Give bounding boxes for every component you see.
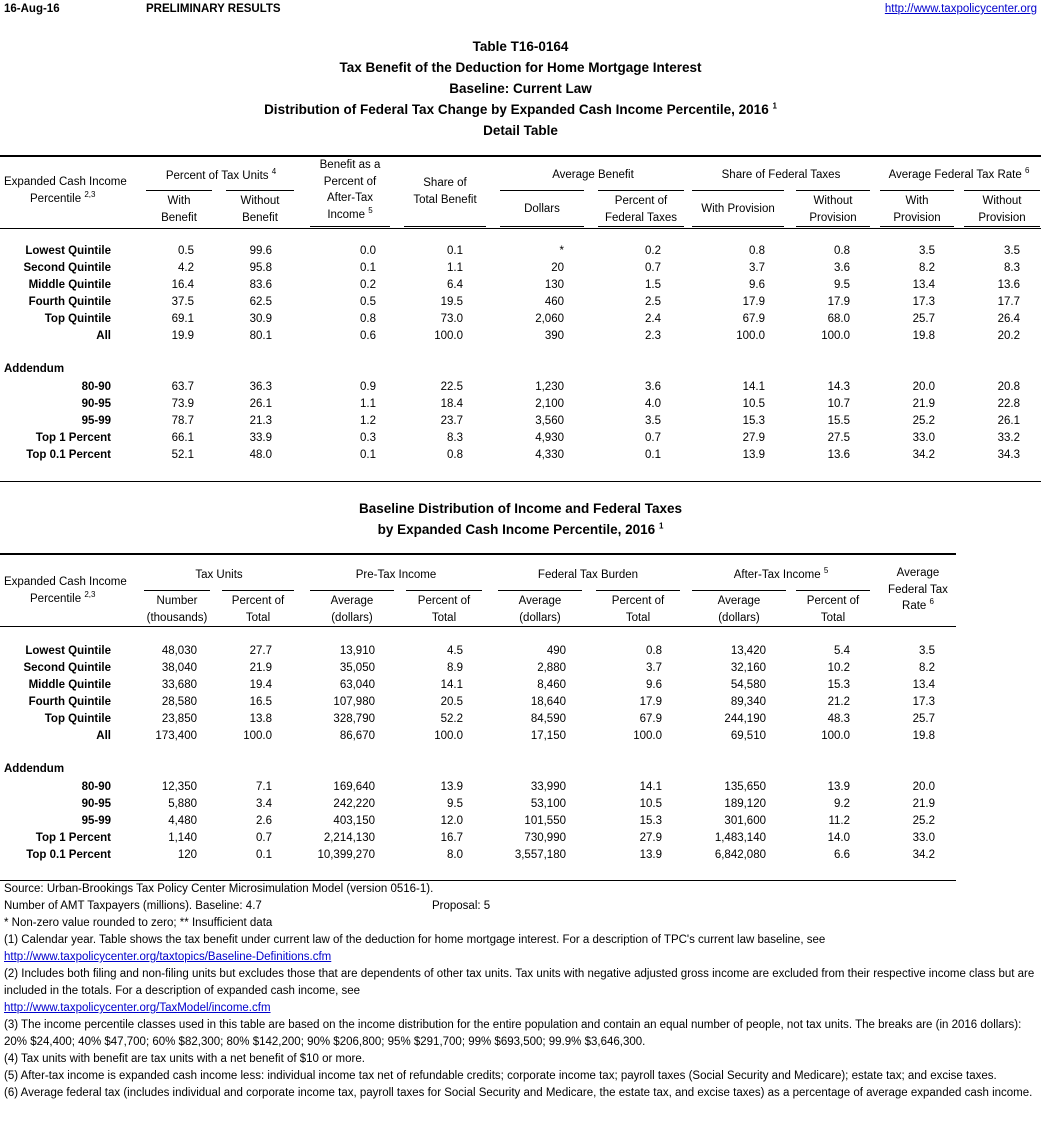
t2-cell: 120 <box>177 849 197 861</box>
t2-cell: 10,399,270 <box>317 849 375 861</box>
t2-cell: 27.7 <box>249 645 272 657</box>
t1-cell: 3.5 <box>919 245 935 257</box>
t2-aftertax-avg-header: Average (dollars) <box>717 595 761 624</box>
source-note: Source: Urban-Brookings Tax Policy Center Microsimulation Model (version 0516-1). <box>4 883 434 895</box>
t2-cell: 135,650 <box>724 781 766 793</box>
t2-aftertax-pct-header: Percent of Total <box>806 595 860 624</box>
t1-share-fed-header: Share of Federal Taxes <box>721 169 841 181</box>
t2-cell: 19.4 <box>249 679 272 691</box>
t2-cell: 4.5 <box>447 645 463 657</box>
t1-cell: 0.8 <box>749 245 765 257</box>
t2-cell: 33,680 <box>161 679 197 691</box>
t1-cell: 0.6 <box>360 330 376 342</box>
t2-cell: 84,590 <box>530 713 566 725</box>
t2-cell: 13.9 <box>440 781 463 793</box>
t2-cell: 13,910 <box>339 645 375 657</box>
t1-cell: 52.1 <box>171 449 194 461</box>
table-subtitle: Distribution of Federal Tax Change by Expanded Cash Income Percentile, 2016 $^1$ <box>264 101 777 117</box>
t2-cell: 10.2 <box>827 662 850 674</box>
income-definition-link[interactable]: http://www.taxpolicycenter.org/TaxModel/income.cfm <box>4 1002 271 1014</box>
t1-cell: 83.6 <box>249 279 272 291</box>
t2-pretax-header: Pre-Tax Income <box>355 569 437 581</box>
t2-row-label: 95-99 <box>81 815 111 827</box>
t1-cell: 17.7 <box>997 296 1020 308</box>
t1-cell: 1.5 <box>645 279 661 291</box>
footnote-6: (6) Average federal tax (includes individual and corporate income tax, payroll taxes for Social Security and Medicare, the estate tax, and excise taxes) as a percentage of average expanded cash income. <box>4 1087 1033 1099</box>
t2-cell: 8.0 <box>447 849 463 861</box>
t2-cell: 3,557,180 <box>514 849 566 861</box>
t2-tax-units-header: Tax Units <box>195 569 243 581</box>
t2-cell: 28,580 <box>161 696 197 708</box>
t1-cell: 73.0 <box>440 313 463 325</box>
footnote-3: (3) The income percentile classes used in this table are based on the income distribution for the entire population and contain an equal number of people, not tax units. The breaks are (in 2016 dollars): 20% $24,400; 40% $47,700; 60% $82,300; 80% $142,200; 90% $206,800; 95% $291,700; 99% $693,500; 99.9% $3,646,300. <box>4 1019 1022 1048</box>
t1-cell: 3,560 <box>535 415 564 427</box>
t1-rate-with-header: With Provision <box>893 195 941 224</box>
t2-row-label: All <box>96 730 111 742</box>
t2-row-label: Top Quintile <box>44 713 111 725</box>
t1-row-label: All <box>96 330 111 342</box>
t1-cell: 2,100 <box>535 398 564 410</box>
t1-cell: 0.8 <box>360 313 376 325</box>
t1-cell: 13.4 <box>912 279 935 291</box>
t1-cell: 1.1 <box>447 262 463 274</box>
t1-cell: 21.3 <box>249 415 272 427</box>
t1-cell: 4,330 <box>535 449 564 461</box>
t1-cell: 10.5 <box>742 398 765 410</box>
t2-cell: 8.2 <box>919 662 935 674</box>
t2-cell: 13.9 <box>827 781 850 793</box>
t2-cell: 328,790 <box>333 713 375 725</box>
t2-cell: 100.0 <box>633 730 662 742</box>
t1-cell: 14.1 <box>742 381 765 393</box>
t2-cell: 32,160 <box>730 662 766 674</box>
baseline-title-block <box>0 498 1041 540</box>
t1-cell: 130 <box>544 279 564 291</box>
t1-cell: 4.0 <box>645 398 661 410</box>
t2-cell: 12.0 <box>440 815 463 827</box>
t2-cell: 8,460 <box>537 679 566 691</box>
t1-cell: 69.1 <box>171 313 194 325</box>
t1-cell: 4.2 <box>178 262 194 274</box>
t1-cell: 17.9 <box>827 296 850 308</box>
t1-cell: 1.1 <box>360 398 376 410</box>
t1-cell: 0.0 <box>360 245 376 257</box>
t1-cell: 80.1 <box>249 330 272 342</box>
t1-cell: 34.3 <box>997 449 1020 461</box>
t1-cell: 8.3 <box>1004 262 1020 274</box>
t1-cell: 48.0 <box>249 449 272 461</box>
t1-row-label: Middle Quintile <box>28 279 111 291</box>
table-number: Table T16-0164 <box>472 39 569 54</box>
t2-cell: 35,050 <box>339 662 375 674</box>
t1-cell: 66.1 <box>171 432 194 444</box>
t1-cell: 20.0 <box>912 381 935 393</box>
t2-cell: 14.1 <box>639 781 662 793</box>
t2-cell: 5,880 <box>168 798 197 810</box>
t2-row-label-header: Expanded Cash Income Percentile $^{2,3}$ <box>4 576 127 605</box>
t1-cell: 100.0 <box>736 330 765 342</box>
t1-cell: 15.5 <box>827 415 850 427</box>
t1-cell: 34.2 <box>912 449 935 461</box>
t2-cell: 21.9 <box>912 798 935 810</box>
t2-cell: 13,420 <box>730 645 766 657</box>
t1-cell: 99.6 <box>249 245 272 257</box>
t2-cell: 21.9 <box>249 662 272 674</box>
t1-cell: 26.4 <box>997 313 1020 325</box>
t2-cell: 403,150 <box>333 815 375 827</box>
t2-cell: 48.3 <box>827 713 850 725</box>
t1-cell: 0.1 <box>447 245 463 257</box>
t2-cell: 13.9 <box>639 849 662 861</box>
t1-cell: 8.3 <box>447 432 463 444</box>
t2-cell: 21.2 <box>827 696 850 708</box>
t1-cell: 18.4 <box>440 398 463 410</box>
status-label: PRELIMINARY RESULTS <box>146 3 281 15</box>
t2-cell: 490 <box>546 645 566 657</box>
t1-cell: 19.9 <box>171 330 194 342</box>
footnotes <box>4 881 1038 1102</box>
t2-row-label: 80-90 <box>81 781 111 793</box>
t2-cell: 100.0 <box>821 730 850 742</box>
t2-row-label: Top 0.1 Percent <box>26 849 111 861</box>
t1-row-label: Second Quintile <box>23 262 111 274</box>
t1-cell: 20.2 <box>997 330 1020 342</box>
t1-cell: 0.8 <box>834 245 850 257</box>
t2-row-label: Lowest Quintile <box>25 645 111 657</box>
t1-cell: 0.1 <box>360 449 376 461</box>
t1-cell: 25.7 <box>912 313 935 325</box>
t2-cell: 100.0 <box>243 730 272 742</box>
t2-fed-pct-header: Percent of Total <box>611 595 665 624</box>
t2-cell: 17.3 <box>912 696 935 708</box>
t2-cell: 25.2 <box>912 815 935 827</box>
t2-cell: 18,640 <box>530 696 566 708</box>
t2-cell: 4,480 <box>168 815 197 827</box>
t2-cell: 27.9 <box>639 832 662 844</box>
t1-cell: 26.1 <box>249 398 272 410</box>
t1-cell: 13.9 <box>742 449 765 461</box>
t2-cell: 1,483,140 <box>714 832 766 844</box>
t1-cell: 2,060 <box>535 313 564 325</box>
t1-cell: 33.2 <box>997 432 1020 444</box>
t1-cell: 13.6 <box>997 279 1020 291</box>
t1-addendum-label: Addendum <box>4 363 65 375</box>
t1-cell: 2.4 <box>645 313 661 325</box>
t2-cell: 54,580 <box>730 679 766 691</box>
t2-cell: 52.2 <box>440 713 463 725</box>
t1-cell: 63.7 <box>171 381 194 393</box>
t2-cell: 63,040 <box>339 679 375 691</box>
t2-row-label: Top 1 Percent <box>35 832 111 844</box>
t1-cell: 0.9 <box>360 381 376 393</box>
footnote-4: (4) Tax units with benefit are tax units with a net benefit of $10 or more. <box>4 1053 365 1065</box>
t1-cell: 0.8 <box>447 449 463 461</box>
t2-cell: 38,040 <box>161 662 197 674</box>
t1-row-label-header: Expanded Cash Income Percentile $^{2,3}$ <box>4 176 127 205</box>
table-title: Tax Benefit of the Deduction for Home Mortgage Interest <box>339 60 702 75</box>
t2-cell: 13.8 <box>249 713 272 725</box>
nonzero-note: * Non-zero value rounded to zero; ** Insufficient data <box>4 917 273 929</box>
t2-cell: 2.6 <box>256 815 272 827</box>
table-title-block <box>0 36 1041 141</box>
t2-cell: 53,100 <box>530 798 566 810</box>
t1-cell: 100.0 <box>821 330 850 342</box>
t2-cell: 33.0 <box>912 832 935 844</box>
t2-pct-total-header: Percent of Total <box>231 595 285 624</box>
t1-cell: 1,230 <box>535 381 564 393</box>
t1-cell: 20 <box>551 262 564 274</box>
t2-cell: 67.9 <box>639 713 662 725</box>
t2-cell: 2,880 <box>537 662 566 674</box>
t2-cell: 11.2 <box>828 815 850 827</box>
t1-cell: 3.5 <box>645 415 661 427</box>
t1-cell: 95.8 <box>249 262 272 274</box>
t2-cell: 19.8 <box>912 730 935 742</box>
t2-aftertax-header: After-Tax Income $^5$ <box>733 566 829 581</box>
t2-row-label: Second Quintile <box>23 662 111 674</box>
baseline-definitions-link[interactable]: http://www.taxpolicycenter.org/taxtopics/Baseline-Definitions.cfm <box>4 951 332 963</box>
t1-cell: 100.0 <box>434 330 463 342</box>
t1-cell: 27.5 <box>827 432 850 444</box>
t2-cell: 7.1 <box>256 781 272 793</box>
t1-cell: 0.2 <box>360 279 376 291</box>
t2-cell: 3.5 <box>919 645 935 657</box>
t2-cell: 1,140 <box>168 832 197 844</box>
t1-cell: 25.2 <box>912 415 935 427</box>
t2-row-label: 90-95 <box>81 798 111 810</box>
t2-cell: 189,120 <box>724 798 766 810</box>
t1-cell: 6.4 <box>447 279 463 291</box>
t1-share-total-header: Share of Total Benefit <box>413 177 477 206</box>
t2-cell: 33,990 <box>530 781 566 793</box>
t1-row-label: 80-90 <box>81 381 111 393</box>
t1-cell: 14.3 <box>827 381 850 393</box>
t1-cell: 30.9 <box>249 313 272 325</box>
t1-cell: 3.6 <box>834 262 850 274</box>
t2-cell: 89,340 <box>730 696 766 708</box>
t1-cell: * <box>559 245 564 257</box>
t1-rate-without-header: Without Provision <box>978 195 1026 224</box>
t2-fed-avg-header: Average (dollars) <box>518 595 562 624</box>
t1-cell: 21.9 <box>912 398 935 410</box>
t1-without-benefit-header: Without Benefit <box>240 195 280 224</box>
t2-cell: 16.7 <box>440 832 463 844</box>
baseline-title: Baseline Distribution of Income and Federal Taxes <box>358 501 683 516</box>
detail-table-label: Detail Table <box>483 123 558 138</box>
t1-cell: 3.5 <box>1004 245 1020 257</box>
t2-cell: 69,510 <box>730 730 766 742</box>
footnote-5: (5) After-tax income is expanded cash income less: individual income tax net of refundable credits; corporate income tax; payroll taxes (Social Security and Medicare); estate tax; and excise taxes. <box>4 1070 997 1082</box>
t1-cell: 0.1 <box>645 449 661 461</box>
t2-cell: 301,600 <box>724 815 766 827</box>
t2-cell: 17.9 <box>639 696 662 708</box>
t1-cell: 26.1 <box>997 415 1020 427</box>
t2-cell: 25.7 <box>912 713 935 725</box>
t1-cell: 23.7 <box>440 415 463 427</box>
t1-cell: 20.8 <box>997 381 1020 393</box>
t1-cell: 15.3 <box>742 415 765 427</box>
t1-row-label: 95-99 <box>81 415 111 427</box>
t2-cell: 16.5 <box>249 696 272 708</box>
t2-cell: 107,980 <box>333 696 375 708</box>
t2-cell: 100.0 <box>434 730 463 742</box>
t2-cell: 244,190 <box>724 713 766 725</box>
t1-cell: 8.2 <box>919 262 935 274</box>
t1-without-provision-header: Without Provision <box>809 195 857 224</box>
t1-cell: 0.3 <box>360 432 376 444</box>
t2-cell: 86,670 <box>339 730 375 742</box>
footnote-1: (1) Calendar year. Table shows the tax benefit under current law of the deduction for home mortgage interest. For a description of TPC's current law baseline, see <box>4 934 826 946</box>
t1-cell: 33.9 <box>249 432 272 444</box>
t1-row-label: Top 0.1 Percent <box>26 449 111 461</box>
t1-cell: 2.5 <box>645 296 661 308</box>
footnote-2: (2) Includes both filing and non-filing units but excludes those that are dependents of other tax units. Tax units with negative adjusted gross income are excluded from their respective income class but are included in the totals. For a description of expanded cash income, see <box>4 968 1035 997</box>
t2-row-label: Middle Quintile <box>28 679 111 691</box>
t2-number-header: Number (thousands) <box>146 595 208 624</box>
t1-row-label: Fourth Quintile <box>28 296 111 308</box>
t1-cell: 390 <box>544 330 564 342</box>
t2-cell: 730,990 <box>524 832 566 844</box>
t1-cell: 3.7 <box>749 262 765 274</box>
t1-cell: 62.5 <box>249 296 272 308</box>
t2-cell: 5.4 <box>834 645 850 657</box>
t2-cell: 0.8 <box>646 645 662 657</box>
t1-cell: 73.9 <box>171 398 194 410</box>
t1-cell: 17.3 <box>912 296 935 308</box>
t2-cell: 15.3 <box>827 679 850 691</box>
t1-pct-fed-header: Percent of Federal Taxes <box>604 195 678 224</box>
t1-cell: 0.5 <box>178 245 194 257</box>
t2-cell: 3.4 <box>256 798 272 810</box>
t1-cell: 2.3 <box>645 330 661 342</box>
t2-cell: 48,030 <box>161 645 197 657</box>
t1-cell: 19.8 <box>912 330 935 342</box>
amt-note: Number of AMT Taxpayers (millions). Baseline: 4.7 Proposal: 5 <box>4 900 491 912</box>
t1-cell: 0.1 <box>360 262 376 274</box>
t2-cell: 8.9 <box>447 662 463 674</box>
t1-cell: 33.0 <box>912 432 935 444</box>
t2-cell: 169,640 <box>333 781 375 793</box>
t1-avg-rate-header: Average Federal Tax Rate $^6$ <box>888 166 1030 181</box>
t2-addendum-label: Addendum <box>4 763 65 775</box>
t1-cell: 67.9 <box>742 313 765 325</box>
t2-cell: 173,400 <box>155 730 197 742</box>
t2-cell: 6,842,080 <box>714 849 766 861</box>
t2-cell: 20.0 <box>912 781 935 793</box>
t2-row-label: Fourth Quintile <box>28 696 111 708</box>
t2-pretax-avg-header: Average (dollars) <box>330 595 374 624</box>
t1-cell: 0.7 <box>645 262 661 274</box>
baseline-subtitle: by Expanded Cash Income Percentile, 2016 $^1$ <box>377 521 664 537</box>
t1-cell: 1.2 <box>360 415 376 427</box>
t2-cell: 2,214,130 <box>323 832 375 844</box>
t2-cell: 10.5 <box>639 798 662 810</box>
t1-cell: 22.8 <box>997 398 1020 410</box>
t1-cell: 0.7 <box>645 432 661 444</box>
t2-cell: 3.7 <box>646 662 662 674</box>
baseline-label: Baseline: Current Law <box>449 81 592 96</box>
t1-cell: 0.2 <box>645 245 661 257</box>
t1-cell: 19.5 <box>440 296 463 308</box>
t1-cell: 37.5 <box>171 296 194 308</box>
t2-avg-rate-header: Average Federal Tax Rate $^6$ <box>888 567 948 612</box>
t1-cell: 36.3 <box>249 381 272 393</box>
t1-cell: 27.9 <box>742 432 765 444</box>
t1-cell: 460 <box>544 296 564 308</box>
t2-cell: 9.6 <box>646 679 662 691</box>
t2-fed-burden-header: Federal Tax Burden <box>537 569 639 581</box>
t1-cell: 9.5 <box>834 279 850 291</box>
t1-pct-tax-units-header: Percent of Tax Units $^4$ <box>165 167 277 182</box>
t2-cell: 13.4 <box>912 679 935 691</box>
t2-cell: 14.0 <box>827 832 850 844</box>
report-date: 16-Aug-16 <box>4 3 60 15</box>
t2-cell: 6.6 <box>834 849 850 861</box>
t2-cell: 17,150 <box>530 730 566 742</box>
t2-cell: 0.7 <box>256 832 272 844</box>
t1-cell: 9.6 <box>749 279 765 291</box>
t2-cell: 34.2 <box>912 849 935 861</box>
t2-cell: 9.5 <box>447 798 463 810</box>
t2-cell: 14.1 <box>440 679 463 691</box>
t1-cell: 10.7 <box>827 398 850 410</box>
t1-cell: 0.5 <box>360 296 376 308</box>
t2-cell: 0.1 <box>256 849 272 861</box>
t2-pretax-pct-header: Percent of Total <box>417 595 471 624</box>
t1-cell: 3.6 <box>645 381 661 393</box>
t1-cell: 78.7 <box>171 415 194 427</box>
tpc-website-link[interactable]: http://www.taxpolicycenter.org <box>884 3 1037 15</box>
t2-cell: 15.3 <box>639 815 662 827</box>
t1-with-benefit-header: With Benefit <box>161 195 197 224</box>
t2-cell: 101,550 <box>524 815 566 827</box>
t1-benefit-pct-header: Benefit as a Percent of After-Tax Income $^5$ <box>319 159 381 221</box>
t1-cell: 4,930 <box>535 432 564 444</box>
t2-cell: 12,350 <box>161 781 197 793</box>
t1-cell: 68.0 <box>827 313 850 325</box>
t1-cell: 13.6 <box>827 449 850 461</box>
t2-cell: 20.5 <box>440 696 463 708</box>
t1-row-label: Lowest Quintile <box>25 245 111 257</box>
t1-cell: 16.4 <box>171 279 194 291</box>
t1-dollars-header: Dollars <box>524 203 560 215</box>
t1-with-provision-header: With Provision <box>701 203 775 215</box>
t1-row-label: 90-95 <box>81 398 111 410</box>
t1-cell: 17.9 <box>742 296 765 308</box>
t1-row-label: Top 1 Percent <box>35 432 111 444</box>
t2-cell: 9.2 <box>834 798 850 810</box>
t2-cell: 242,220 <box>333 798 375 810</box>
t1-cell: 22.5 <box>440 381 463 393</box>
t1-avg-benefit-header: Average Benefit <box>552 169 634 181</box>
t2-cell: 23,850 <box>161 713 197 725</box>
t1-row-label: Top Quintile <box>44 313 111 325</box>
